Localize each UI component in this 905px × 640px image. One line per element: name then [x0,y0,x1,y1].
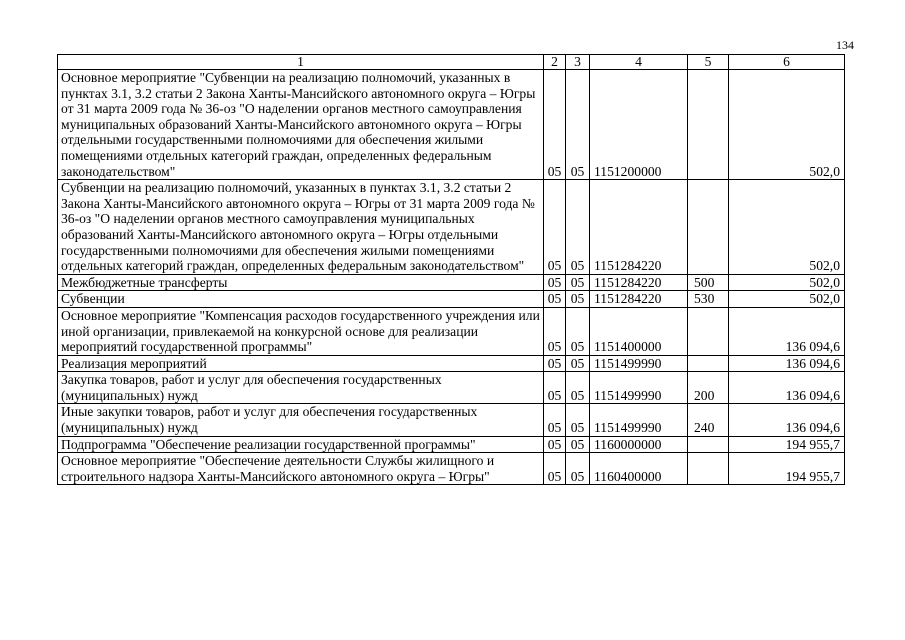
header-col-5: 5 [688,55,729,70]
cell-subsection: 05 [566,180,590,275]
table-row [58,404,845,436]
cell-section: 05 [544,70,566,180]
cell-subsection: 05 [566,453,590,485]
cell-target-article: 1151400000 [590,307,688,355]
cell-amount: 502,0 [729,274,845,291]
cell-section: 05 [544,274,566,291]
header-col-6: 6 [729,55,845,70]
cell-expense-type [688,70,729,180]
table-row [58,307,845,355]
table-row [58,453,845,485]
cell-name: Подпрограмма "Обеспечение реализации государственной программы" [58,436,544,453]
cell-subsection: 05 [566,307,590,355]
table-row [58,436,845,453]
cell-amount: 136 094,6 [729,307,845,355]
header-col-4: 4 [590,55,688,70]
cell-name: Субвенции на реализацию полномочий, указанных в пунктах 3.1, 3.2 статьи 2 Закона Ханты-Мансийского автономного округа – Югры от 31 марта 2009 года № 36-оз "О наделении органов местного самоуправления муниципальных образований Ханты-Мансийского автономного округа – Югры отдельными государственными полномочиями для обеспечения жилыми помещениями отдельных категорий граждан, определенных федеральным законодательством" [58,180,544,275]
cell-section: 05 [544,436,566,453]
cell-name: Основное мероприятие "Субвенции на реализацию полномочий, указанных в пунктах 3.1, 3.2 статьи 2 Закона Ханты-Мансийского автономного округа – Югры от 31 марта 2009 года № 36-оз "О наделении органов местного самоуправления муниципальных образований Ханты-Мансийского автономного округа – Югры отдельными государственными полномочиями для обеспечения жилыми помещениями отдельных категорий граждан, определенных федеральным законодательством" [58,70,544,180]
cell-amount: 136 094,6 [729,404,845,436]
table-row [58,180,845,275]
cell-target-article: 1151499990 [590,355,688,372]
cell-expense-type [688,180,729,275]
cell-amount: 194 955,7 [729,453,845,485]
cell-expense-type [688,355,729,372]
budget-table [57,54,845,485]
table-row [58,291,845,308]
cell-amount: 502,0 [729,180,845,275]
cell-name: Межбюджетные трансферты [58,274,544,291]
cell-amount: 136 094,6 [729,355,845,372]
cell-name: Основное мероприятие "Компенсация расходов государственного учреждения или иной организации, привлекаемой на конкурсной основе для реализации мероприятий государственной программы" [58,307,544,355]
cell-name: Закупка товаров, работ и услуг для обеспечения государственных (муниципальных) нужд [58,372,544,404]
cell-subsection: 05 [566,291,590,308]
table-row [58,70,845,180]
cell-section: 05 [544,307,566,355]
cell-expense-type: 240 [688,404,729,436]
table-body [58,55,845,485]
cell-target-article: 1151284220 [590,180,688,275]
cell-subsection: 05 [566,436,590,453]
cell-section: 05 [544,372,566,404]
cell-expense-type [688,453,729,485]
cell-name: Реализация мероприятий [58,355,544,372]
cell-target-article: 1160000000 [590,436,688,453]
cell-target-article: 1151284220 [590,291,688,308]
cell-expense-type: 200 [688,372,729,404]
cell-expense-type: 500 [688,274,729,291]
cell-section: 05 [544,404,566,436]
table-row [58,372,845,404]
cell-target-article: 1151499990 [590,404,688,436]
table-header-row [58,55,845,70]
cell-subsection: 05 [566,372,590,404]
cell-section: 05 [544,180,566,275]
cell-amount: 136 094,6 [729,372,845,404]
cell-amount: 194 955,7 [729,436,845,453]
header-col-2: 2 [544,55,566,70]
cell-target-article: 1151499990 [590,372,688,404]
cell-target-article: 1151200000 [590,70,688,180]
table-row [58,274,845,291]
cell-section: 05 [544,453,566,485]
cell-expense-type [688,307,729,355]
page-number: 134 [836,38,854,52]
cell-name: Иные закупки товаров, работ и услуг для обеспечения государственных (муниципальных) нужд [58,404,544,436]
header-col-3: 3 [566,55,590,70]
cell-section: 05 [544,291,566,308]
cell-expense-type: 530 [688,291,729,308]
cell-subsection: 05 [566,70,590,180]
cell-name: Основное мероприятие "Обеспечение деятельности Службы жилищного и строительного надзора Ханты-Мансийского автономного округа – Югры" [58,453,544,485]
header-col-1: 1 [58,55,544,70]
cell-amount: 502,0 [729,70,845,180]
cell-target-article: 1160400000 [590,453,688,485]
cell-target-article: 1151284220 [590,274,688,291]
cell-expense-type [688,436,729,453]
cell-section: 05 [544,355,566,372]
cell-subsection: 05 [566,404,590,436]
cell-amount: 502,0 [729,291,845,308]
cell-subsection: 05 [566,355,590,372]
table-row [58,355,845,372]
cell-name: Субвенции [58,291,544,308]
cell-subsection: 05 [566,274,590,291]
